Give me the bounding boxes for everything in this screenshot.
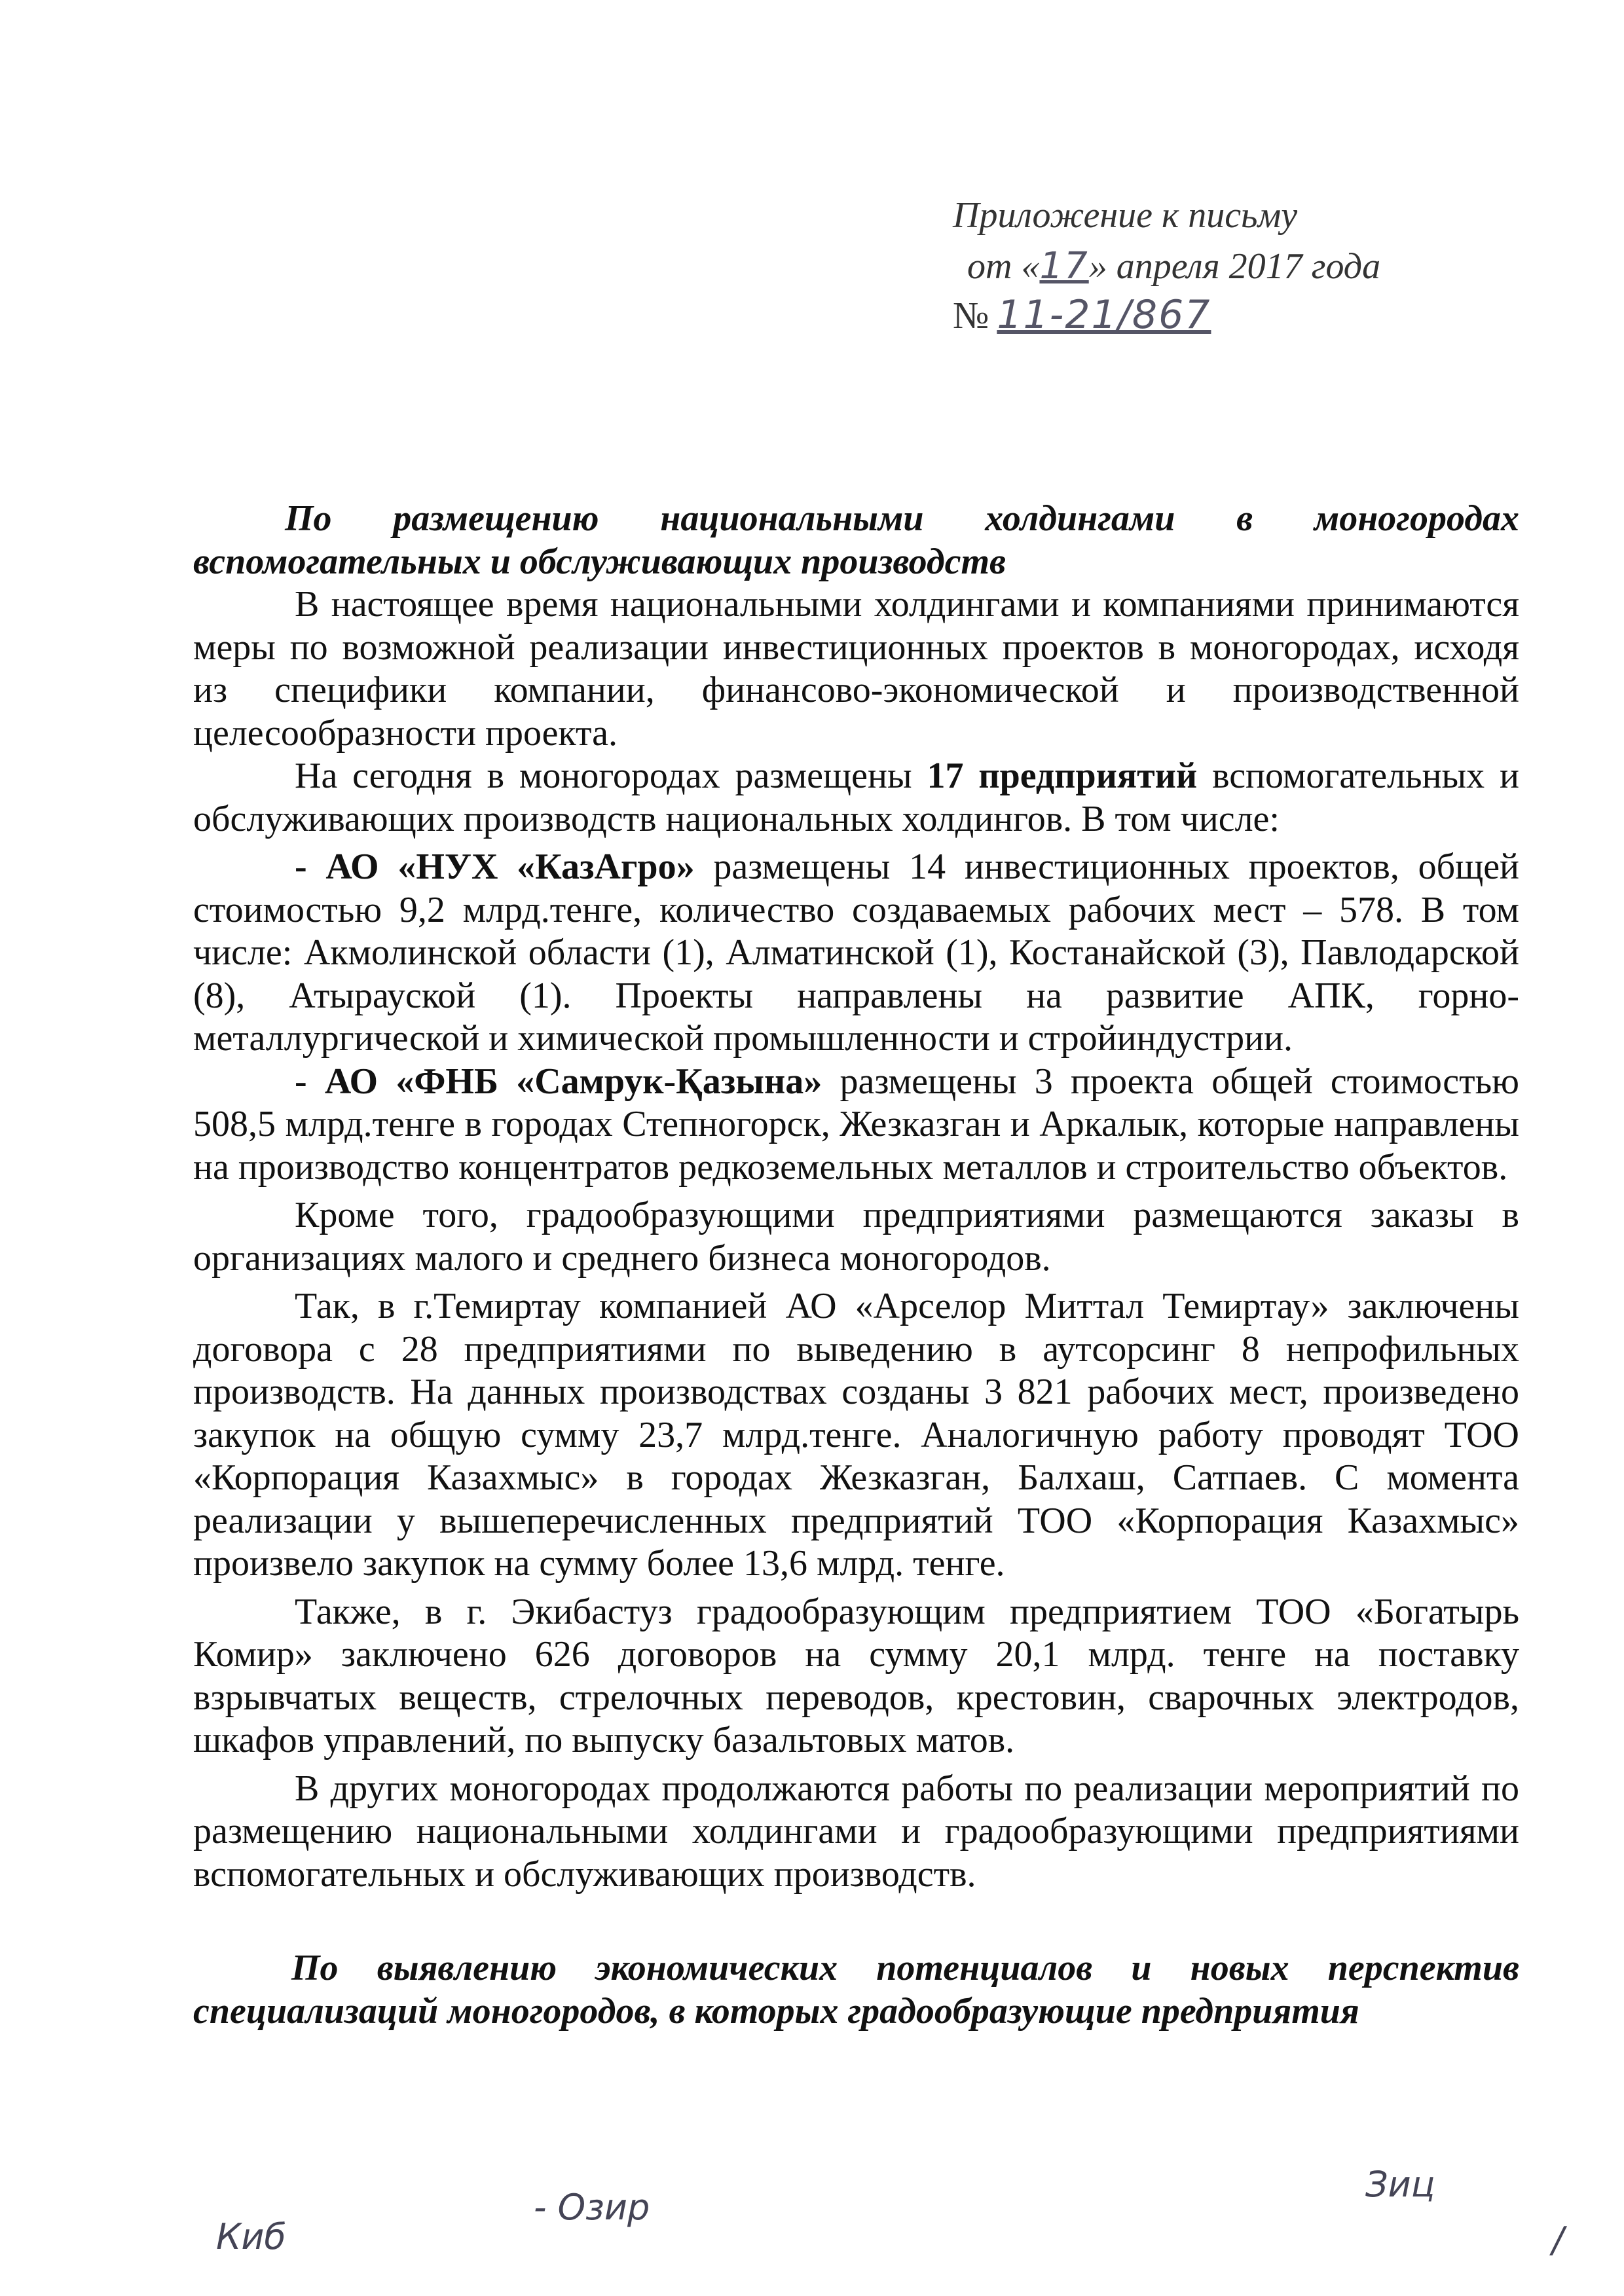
bold-samruk: - АО «ФНБ «Самрук-Қазына» (295, 1061, 822, 1102)
date-suffix: » апреля 2017 года (1088, 246, 1381, 287)
handwritten-number: 11-21/867 (997, 292, 1211, 338)
heading-line-2: вспомогательных и обслуживающих производств (193, 541, 1006, 582)
attachment-date (953, 241, 1542, 292)
paragraph-ekibastuz: Также, в г. Экибастуз градообразующим предприятием ТОО «Богатырь Комир» заключено 626 договоров на сумму 20,1 млрд. тенге на поставку взрывчатых веществ, стрелочных переводов, крестовин, сварочных электродов, шкафов управлений, по выпуску базальтовых матов. (193, 1591, 1519, 1760)
text-segment: На сегодня в моногородах размещены (295, 756, 927, 796)
attachment-caption: Приложение к письму (953, 195, 1298, 236)
paragraph-orders: Кроме того, градообразующими предприятиями размещаются заказы в организациях малого и среднего бизнеса моногородов. (193, 1195, 1519, 1279)
section-heading-potential: По выявлению экономических потенциалов и новых перспектив специализаций моногородов, в которых градообразующие предприятия (193, 1948, 1519, 2032)
section-heading-placement (193, 498, 1519, 583)
date-prefix: от « (967, 246, 1040, 287)
paragraph-temirtau: Так, в г.Темиртау компанией АО «Арселор Миттал Темиртау» заключены договора с 28 предприятиями по выведению в аутсорсинг 8 непрофильных производств. На данных производствах созданы 3 821 рабочих мест, произведено закупок на общую сумму 23,7 млрд.тенге. Аналогичную работу проводят ТОО «Корпорация Казахмыс» в городах Жезказган, Балхаш, Сатпаев. С момента реализации у вышеперечисленных предприятий ТОО «Корпорация Казахмыс» произвело закупок на сумму более 13,6 млрд. тенге. (193, 1286, 1519, 1584)
handwritten-initials-1: Киб (216, 2216, 286, 2257)
paragraph-intro: В настоящее время национальными холдингами и компаниями принимаются меры по возможной реализации инвестиционных проектов в моногородах, исходя из специфики компании, финансово-экономической и производственной целесообразности проекта. (193, 584, 1519, 754)
number-sign: № (953, 294, 989, 337)
heading-line-1: По размещению национальными холдингами в моногородах (285, 498, 1519, 539)
paragraph-samruk (193, 1061, 1519, 1190)
letter-number (953, 289, 1542, 342)
handwritten-initials-3: Зиц (1365, 2164, 1435, 2205)
text-segment: размещены 14 инвестиционных проектов, общей стоимостью 9,2 млрд.тенге, количество создаваемых рабочих мест – 578. В том числе: Акмолинской области (1), Алматинской (1), Костанайской (3), Павлодарской (8), Атырауской (1). Проекты направлены на развитие АПК, горно-металлургической и химической промышленности и стройиндустрии. (193, 847, 1520, 1059)
paragraph-enterprises (193, 755, 1519, 841)
text-segment: размещены 3 проекта общей стоимостью 508,5 млрд.тенге в городах Степногорск, Жезказган и Аркалык, которые направлены на производство концентратов редкоземельных металлов и строительство объектов. (193, 1061, 1519, 1188)
document-body (193, 498, 1519, 2069)
text-segment: вспомогательных и обслуживающих производств национальных холдингов. В том числе: (193, 756, 1520, 839)
handwritten-mark: / (1552, 2219, 1564, 2261)
bold-count: 17 предприятий (927, 756, 1198, 796)
paragraph-kazagro (193, 846, 1519, 1061)
handwritten-day: 17 (1039, 245, 1089, 287)
paragraph-other-cities: В других моногородах продолжаются работы по реализации мероприятий по размещению национальными холдингами и градообразующими предприятиями вспомогательных и обслуживающих производств. (193, 1768, 1519, 1895)
bold-kazagro: - АО «НУХ «КазАгро» (295, 847, 695, 887)
handwritten-initials-2: - Озир (534, 2187, 650, 2228)
document-header (953, 190, 1542, 342)
